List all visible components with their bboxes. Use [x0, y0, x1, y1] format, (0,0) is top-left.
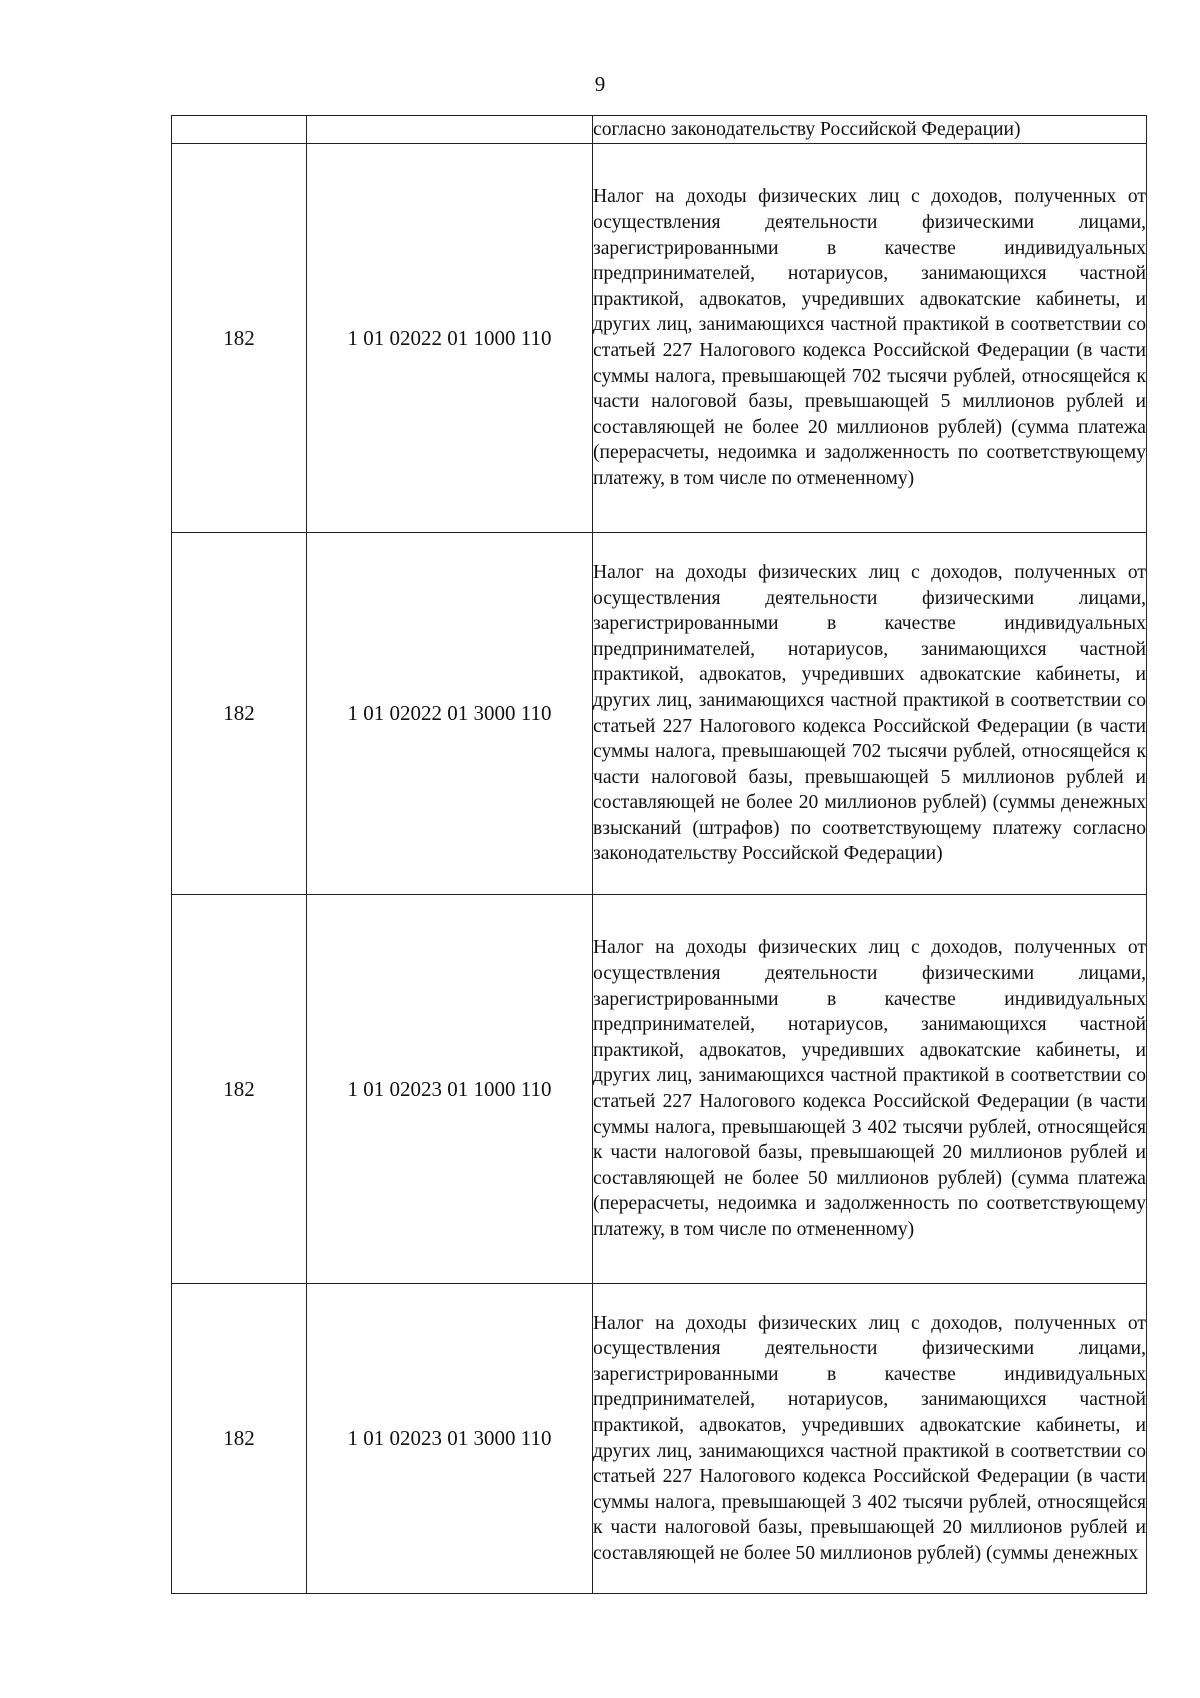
table-row [172, 533, 1147, 895]
admin-code-cell: 182 [172, 144, 307, 533]
budget-code-cell [307, 116, 593, 144]
income-name-cell: Налог на доходы физических лиц с доходов, полученных от осуществления деятельности физическими лицами, зарегистрированными в качестве индивидуальных предпринимателей, нотариусов, занимающихся частной практикой, адвокатов, учредивших адвокатские кабинеты, и других лиц, занимающихся частной практикой в соответствии со статьей 227 Налогового кодекса Российской Федерации (в части суммы налога, превышающей 3 402 тысячи рублей, относящейся к части налоговой базы, превышающей 20 миллионов рублей и составляющей не более 50 миллионов рублей) (суммы денежных [593, 1284, 1147, 1594]
budget-code-cell: 1 01 02022 01 1000 110 [307, 144, 593, 533]
income-name-cell: Налог на доходы физических лиц с доходов, полученных от осуществления деятельности физическими лицами, зарегистрированными в качестве индивидуальных предпринимателей, нотариусов, занимающихся частной практикой, адвокатов, учредивших адвокатские кабинеты, и других лиц, занимающихся частной практикой в соответствии со статьей 227 Налогового кодекса Российской Федерации (в части суммы налога, превышающей 3 402 тысячи рублей, относящейся к части налоговой базы, превышающей 20 миллионов рублей и составляющей не более 50 миллионов рублей) (сумма платежа (перерасчеты, недоимка и задолженность по соответствующему платежу, в том числе по отмененному) [593, 895, 1147, 1284]
page-number: 9 [594, 72, 606, 96]
budget-code-cell: 1 01 02023 01 3000 110 [307, 1284, 593, 1594]
admin-code-cell: 182 [172, 1284, 307, 1594]
table-row [172, 895, 1147, 1284]
income-name-cell: Налог на доходы физических лиц с доходов, полученных от осуществления деятельности физическими лицами, зарегистрированными в качестве индивидуальных предпринимателей, нотариусов, занимающихся частной практикой, адвокатов, учредивших адвокатские кабинеты, и других лиц, занимающихся частной практикой в соответствии со статьей 227 Налогового кодекса Российской Федерации (в части суммы налога, превышающей 702 тысячи рублей, относящейся к части налоговой базы, превышающей 5 миллионов рублей и составляющей не более 20 миллионов рублей) (сумма платежа (перерасчеты, недоимка и задолженность по соответствующему платежу, в том числе по отмененному) [593, 144, 1147, 533]
admin-code-cell: 182 [172, 533, 307, 895]
budget-code-cell: 1 01 02023 01 1000 110 [307, 895, 593, 1284]
income-name-cell: Налог на доходы физических лиц с доходов, полученных от осуществления деятельности физическими лицами, зарегистрированными в качестве индивидуальных предпринимателей, нотариусов, занимающихся частной практикой, адвокатов, учредивших адвокатские кабинеты, и других лиц, занимающихся частной практикой в соответствии со статьей 227 Налогового кодекса Российской Федерации (в части суммы налога, превышающей 702 тысячи рублей, относящейся к части налоговой базы, превышающей 5 миллионов рублей и составляющей не более 20 миллионов рублей) (суммы денежных взысканий (штрафов) по соответствующему платежу согласно законодательству Российской Федерации) [593, 533, 1147, 895]
table-row [172, 1284, 1147, 1594]
admin-code-cell: 182 [172, 895, 307, 1284]
table-row [172, 116, 1147, 144]
budget-code-cell: 1 01 02022 01 3000 110 [307, 533, 593, 895]
income-name-cell: согласно законодательству Российской Федерации) [593, 116, 1147, 144]
budget-codes-table [171, 115, 1147, 1594]
table-row [172, 144, 1147, 533]
admin-code-cell [172, 116, 307, 144]
